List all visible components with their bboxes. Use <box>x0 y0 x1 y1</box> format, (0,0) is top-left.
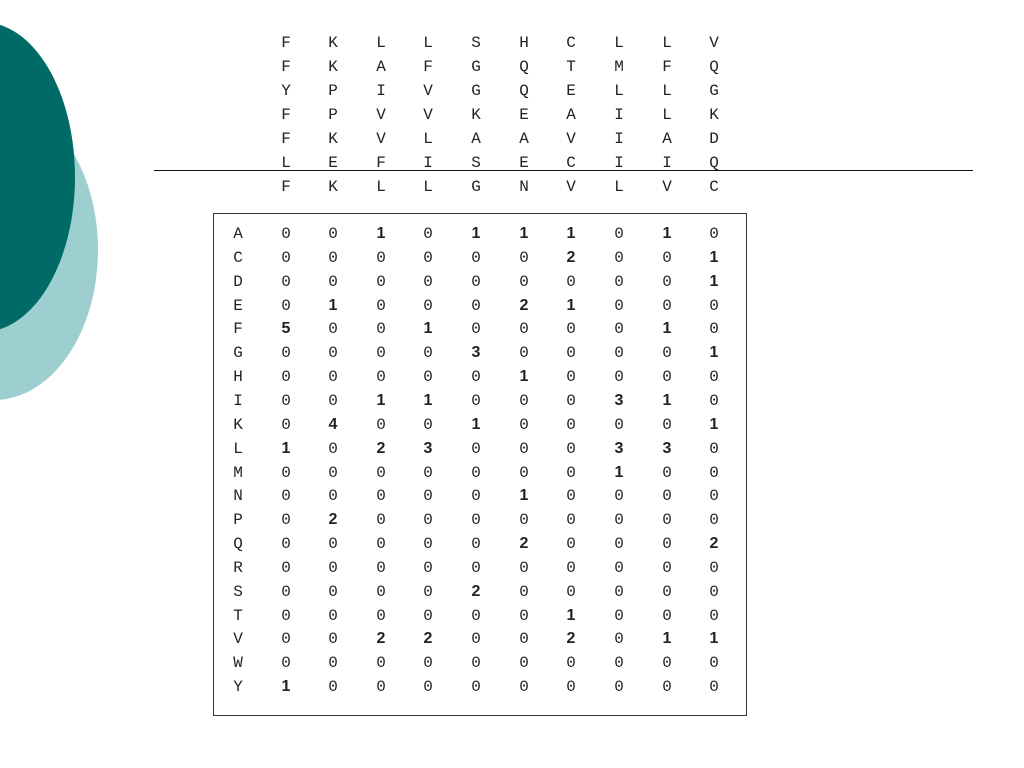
matrix-count-cell: 0 <box>566 511 576 530</box>
matrix-count-cell: 0 <box>519 391 529 410</box>
matrix-count-cell: 0 <box>471 535 481 554</box>
matrix-count-cell: 1 <box>662 320 672 338</box>
matrix-count-cell: 0 <box>376 415 386 434</box>
matrix-row-label: N <box>233 487 243 506</box>
matrix-count-cell: 0 <box>376 320 386 339</box>
matrix-row-label: C <box>233 248 243 267</box>
matrix-count-cell: 0 <box>281 582 291 601</box>
alignment-residue: V <box>423 106 433 124</box>
matrix-row-label: H <box>233 368 243 387</box>
alignment-residue: V <box>709 34 719 52</box>
matrix-count-cell: 0 <box>614 582 624 601</box>
matrix-count-cell: 0 <box>376 678 386 697</box>
matrix-row-label: G <box>233 344 243 363</box>
alignment-residue: F <box>662 58 672 76</box>
alignment-residue: A <box>376 58 386 76</box>
matrix-count-cell: 0 <box>614 225 624 243</box>
consensus-residue: V <box>662 178 672 196</box>
matrix-count-cell: 0 <box>566 463 576 482</box>
matrix-count-cell: 3 <box>423 439 433 457</box>
consensus-residue: F <box>281 178 291 196</box>
matrix-count-cell: 0 <box>376 463 386 482</box>
matrix-count-cell: 0 <box>709 558 719 577</box>
matrix-count-cell: 0 <box>566 558 576 577</box>
matrix-count-cell: 0 <box>376 487 386 506</box>
matrix-count-cell: 0 <box>471 511 481 530</box>
matrix-count-cell: 0 <box>471 248 481 267</box>
matrix-count-cell: 0 <box>423 415 433 434</box>
matrix-count-cell: 0 <box>709 439 719 458</box>
matrix-count-cell: 0 <box>519 654 529 673</box>
matrix-count-cell: 2 <box>471 582 481 600</box>
matrix-count-cell: 0 <box>423 511 433 530</box>
matrix-row-label: M <box>233 463 243 482</box>
alignment-residue: I <box>423 154 433 172</box>
alignment-residue: P <box>328 106 338 124</box>
matrix-count-cell: 3 <box>614 391 624 409</box>
alignment-residue: A <box>662 130 672 148</box>
matrix-count-cell: 0 <box>281 272 291 291</box>
alignment-residue: Q <box>519 82 529 100</box>
matrix-count-cell: 0 <box>662 487 672 506</box>
matrix-count-cell: 0 <box>281 225 291 243</box>
matrix-count-cell: 1 <box>519 368 529 386</box>
matrix-count-cell: 0 <box>328 391 338 410</box>
matrix-count-cell: 0 <box>471 463 481 482</box>
matrix-count-cell: 0 <box>614 678 624 697</box>
matrix-count-cell: 0 <box>519 630 529 649</box>
matrix-count-cell: 0 <box>281 248 291 267</box>
matrix-count-cell: 0 <box>376 272 386 291</box>
matrix-count-cell: 1 <box>376 225 386 242</box>
alignment-residue: E <box>519 154 529 172</box>
matrix-count-cell: 1 <box>423 320 433 338</box>
matrix-count-cell: 0 <box>471 606 481 625</box>
matrix-count-cell: 0 <box>566 535 576 554</box>
matrix-count-cell: 1 <box>328 296 338 314</box>
alignment-residue: F <box>423 58 433 76</box>
matrix-count-cell: 0 <box>328 439 338 458</box>
matrix-count-cell: 0 <box>709 511 719 530</box>
matrix-count-cell: 3 <box>662 439 672 457</box>
matrix-count-cell: 0 <box>281 511 291 530</box>
matrix-count-cell: 0 <box>423 654 433 673</box>
alignment-residue: T <box>566 58 576 76</box>
consensus-residue: K <box>328 178 338 196</box>
matrix-count-cell: 0 <box>281 606 291 625</box>
matrix-count-cell: 0 <box>709 678 719 697</box>
matrix-count-cell: 0 <box>519 248 529 267</box>
matrix-count-cell: 0 <box>423 296 433 315</box>
alignment-residue: V <box>566 130 576 148</box>
matrix-count-cell: 2 <box>376 439 386 457</box>
matrix-count-cell: 0 <box>423 272 433 291</box>
matrix-count-cell: 0 <box>566 582 576 601</box>
matrix-count-cell: 1 <box>471 415 481 433</box>
matrix-row-label: A <box>233 225 243 243</box>
consensus-residue: L <box>614 178 624 196</box>
matrix-count-cell: 0 <box>709 320 719 339</box>
matrix-count-cell: 0 <box>614 487 624 506</box>
matrix-count-cell: 0 <box>423 606 433 625</box>
matrix-count-cell: 0 <box>471 391 481 410</box>
matrix-count-cell: 0 <box>709 463 719 482</box>
matrix-count-cell: 0 <box>471 558 481 577</box>
matrix-count-cell: 0 <box>376 248 386 267</box>
matrix-count-cell: 2 <box>566 630 576 648</box>
matrix-count-cell: 0 <box>614 558 624 577</box>
alignment-residue: V <box>376 130 386 148</box>
matrix-count-cell: 0 <box>566 391 576 410</box>
matrix-count-cell: 1 <box>709 415 719 433</box>
matrix-count-cell: 0 <box>566 678 576 697</box>
matrix-count-cell: 0 <box>281 654 291 673</box>
matrix-count-cell: 1 <box>281 678 291 696</box>
alignment-residue: H <box>519 34 529 52</box>
matrix-count-cell: 0 <box>423 558 433 577</box>
matrix-count-cell: 0 <box>614 606 624 625</box>
matrix-count-cell: 0 <box>281 296 291 315</box>
matrix-count-cell: 0 <box>614 344 624 363</box>
alignment-residue: A <box>471 130 481 148</box>
matrix-count-cell: 0 <box>662 415 672 434</box>
matrix-count-cell: 0 <box>614 272 624 291</box>
alignment-residue: L <box>614 34 624 52</box>
matrix-row-label: Q <box>233 535 243 554</box>
alignment-residue: V <box>423 82 433 100</box>
matrix-count-cell: 1 <box>662 630 672 648</box>
alignment-residue: L <box>662 106 672 124</box>
alignment-residue: Y <box>281 82 291 100</box>
matrix-count-cell: 0 <box>376 558 386 577</box>
matrix-count-cell: 0 <box>471 487 481 506</box>
matrix-count-cell: 1 <box>709 630 719 648</box>
alignment-residue: M <box>614 58 624 76</box>
alignment-residue: L <box>423 130 433 148</box>
matrix-count-cell: 0 <box>709 582 719 601</box>
alignment-residue: F <box>376 154 386 172</box>
alignment-residue: I <box>614 106 624 124</box>
matrix-count-cell: 0 <box>566 368 576 387</box>
matrix-count-cell: 2 <box>376 630 386 648</box>
matrix-count-cell: 0 <box>328 248 338 267</box>
alignment-residue: L <box>614 82 624 100</box>
matrix-count-cell: 0 <box>328 582 338 601</box>
matrix-count-cell: 1 <box>519 487 529 505</box>
matrix-count-cell: 0 <box>519 463 529 482</box>
alignment-residue: L <box>376 34 386 52</box>
alignment-residue: Q <box>519 58 529 76</box>
matrix-count-cell: 1 <box>709 272 719 290</box>
matrix-count-cell: 0 <box>328 463 338 482</box>
alignment-residue: D <box>709 130 719 148</box>
matrix-count-cell: 0 <box>662 248 672 267</box>
matrix-count-cell: 0 <box>328 654 338 673</box>
matrix-count-cell: 0 <box>328 678 338 697</box>
alignment-residue: F <box>281 106 291 124</box>
matrix-count-cell: 0 <box>281 487 291 506</box>
alignment-residue: I <box>614 130 624 148</box>
matrix-count-cell: 2 <box>423 630 433 648</box>
matrix-count-cell: 0 <box>614 511 624 530</box>
alignment-residue: L <box>662 82 672 100</box>
matrix-count-cell: 0 <box>709 296 719 315</box>
matrix-count-cell: 0 <box>709 654 719 673</box>
matrix-count-cell: 5 <box>281 320 291 338</box>
matrix-count-cell: 2 <box>519 535 529 553</box>
alignment-residue: F <box>281 58 291 76</box>
alignment-residue: C <box>566 154 576 172</box>
matrix-count-cell: 0 <box>328 272 338 291</box>
matrix-count-cell: 0 <box>519 415 529 434</box>
alignment-residue: G <box>709 82 719 100</box>
matrix-count-cell: 0 <box>614 535 624 554</box>
matrix-count-cell: 0 <box>376 606 386 625</box>
matrix-count-cell: 0 <box>376 654 386 673</box>
matrix-count-cell: 0 <box>519 272 529 291</box>
alignment-residue: K <box>471 106 481 124</box>
matrix-count-cell: 0 <box>328 225 338 243</box>
matrix-count-cell: 0 <box>471 296 481 315</box>
matrix-count-cell: 0 <box>709 368 719 387</box>
matrix-count-cell: 0 <box>281 391 291 410</box>
alignment-residue: Q <box>709 58 719 76</box>
matrix-count-cell: 0 <box>709 225 719 243</box>
matrix-count-cell: 0 <box>328 344 338 363</box>
matrix-count-cell: 0 <box>281 535 291 554</box>
matrix-count-cell: 0 <box>328 487 338 506</box>
matrix-count-cell: 0 <box>614 368 624 387</box>
consensus-residue: N <box>519 178 529 196</box>
matrix-row-label: S <box>233 582 243 601</box>
matrix-count-cell: 1 <box>662 391 672 409</box>
matrix-count-cell: 0 <box>519 582 529 601</box>
matrix-count-cell: 1 <box>662 225 672 242</box>
alignment-residue: G <box>471 58 481 76</box>
matrix-count-cell: 0 <box>566 439 576 458</box>
alignment-residue: I <box>614 154 624 172</box>
matrix-count-cell: 0 <box>281 463 291 482</box>
matrix-count-cell: 0 <box>281 630 291 649</box>
matrix-count-cell: 0 <box>614 320 624 339</box>
matrix-count-cell: 0 <box>376 344 386 363</box>
matrix-count-cell: 0 <box>376 582 386 601</box>
matrix-row-label: E <box>233 296 243 315</box>
matrix-row-label: L <box>233 439 243 458</box>
matrix-count-cell: 0 <box>376 368 386 387</box>
consensus-residue: C <box>709 178 719 196</box>
matrix-count-cell: 0 <box>662 606 672 625</box>
matrix-count-cell: 0 <box>614 296 624 315</box>
matrix-count-cell: 0 <box>328 558 338 577</box>
matrix-count-cell: 0 <box>662 463 672 482</box>
matrix-count-cell: 0 <box>566 344 576 363</box>
alignment-residue: E <box>328 154 338 172</box>
matrix-count-cell: 0 <box>423 344 433 363</box>
alignment-residue: K <box>328 130 338 148</box>
matrix-count-cell: 0 <box>566 487 576 506</box>
matrix-count-cell: 0 <box>423 678 433 697</box>
matrix-count-cell: 0 <box>662 511 672 530</box>
matrix-count-cell: 0 <box>662 535 672 554</box>
matrix-count-cell: 0 <box>519 511 529 530</box>
matrix-count-cell: 0 <box>423 225 433 243</box>
alignment-residue: K <box>328 34 338 52</box>
matrix-count-cell: 0 <box>662 678 672 697</box>
alignment-residue: S <box>471 154 481 172</box>
matrix-count-cell: 0 <box>423 582 433 601</box>
matrix-count-cell: 0 <box>423 368 433 387</box>
matrix-count-cell: 0 <box>471 678 481 697</box>
alignment-residue: K <box>328 58 338 76</box>
matrix-count-cell: 0 <box>566 320 576 339</box>
matrix-count-cell: 0 <box>662 654 672 673</box>
alignment-residue: Q <box>709 154 719 172</box>
alignment-residue: A <box>566 106 576 124</box>
matrix-count-cell: 1 <box>709 344 719 362</box>
matrix-count-cell: 1 <box>519 225 529 242</box>
matrix-count-cell: 0 <box>519 344 529 363</box>
matrix-count-cell: 3 <box>471 344 481 362</box>
matrix-count-cell: 0 <box>281 415 291 434</box>
matrix-count-cell: 1 <box>566 225 576 242</box>
matrix-row-label: V <box>233 630 243 649</box>
alignment-residue: L <box>281 154 291 172</box>
matrix-count-cell: 0 <box>662 296 672 315</box>
matrix-count-cell: 0 <box>328 320 338 339</box>
matrix-count-cell: 0 <box>662 558 672 577</box>
matrix-count-cell: 0 <box>471 368 481 387</box>
matrix-count-cell: 0 <box>566 272 576 291</box>
matrix-count-cell: 1 <box>566 296 576 314</box>
alignment-residue: I <box>662 154 672 172</box>
matrix-count-cell: 0 <box>519 320 529 339</box>
matrix-count-cell: 0 <box>423 487 433 506</box>
matrix-count-cell: 1 <box>423 391 433 409</box>
matrix-count-cell: 4 <box>328 415 338 433</box>
matrix-count-cell: 0 <box>281 558 291 577</box>
matrix-count-cell: 0 <box>328 368 338 387</box>
matrix-count-cell: 0 <box>566 415 576 434</box>
matrix-row-label: D <box>233 272 243 291</box>
matrix-row-label: I <box>233 391 243 410</box>
matrix-count-cell: 0 <box>662 368 672 387</box>
alignment-residue: F <box>281 130 291 148</box>
matrix-count-cell: 0 <box>566 654 576 673</box>
matrix-count-cell: 0 <box>281 344 291 363</box>
matrix-count-cell: 0 <box>519 606 529 625</box>
matrix-count-cell: 0 <box>328 606 338 625</box>
alignment-residue: K <box>709 106 719 124</box>
alignment-residue: C <box>566 34 576 52</box>
matrix-count-cell: 2 <box>519 296 529 314</box>
matrix-count-cell: 1 <box>281 439 291 457</box>
matrix-count-cell: 0 <box>614 654 624 673</box>
matrix-count-cell: 0 <box>614 248 624 267</box>
matrix-count-cell: 0 <box>519 439 529 458</box>
matrix-count-cell: 0 <box>614 630 624 649</box>
matrix-count-cell: 0 <box>471 272 481 291</box>
matrix-count-cell: 0 <box>376 511 386 530</box>
matrix-count-cell: 2 <box>328 511 338 529</box>
matrix-count-cell: 0 <box>662 272 672 291</box>
alignment-residue: S <box>471 34 481 52</box>
matrix-count-cell: 1 <box>709 248 719 266</box>
alignment-residue: L <box>423 34 433 52</box>
matrix-count-cell: 0 <box>709 487 719 506</box>
matrix-count-cell: 1 <box>614 463 624 481</box>
alignment-residue: G <box>471 82 481 100</box>
matrix-count-cell: 0 <box>709 606 719 625</box>
matrix-count-cell: 1 <box>566 606 576 624</box>
matrix-count-cell: 2 <box>566 248 576 266</box>
matrix-count-cell: 0 <box>614 415 624 434</box>
alignment-residue: I <box>376 82 386 100</box>
matrix-count-cell: 0 <box>471 320 481 339</box>
matrix-row-label: W <box>233 654 243 673</box>
matrix-count-cell: 0 <box>662 582 672 601</box>
alignment-residue: E <box>566 82 576 100</box>
matrix-count-cell: 0 <box>519 558 529 577</box>
matrix-row-label: F <box>233 320 243 339</box>
matrix-row-label: R <box>233 558 243 577</box>
consensus-residue: L <box>423 178 433 196</box>
matrix-count-cell: 0 <box>709 391 719 410</box>
matrix-row-label: Y <box>233 678 243 697</box>
matrix-row-label: T <box>233 606 243 625</box>
matrix-count-cell: 1 <box>471 225 481 242</box>
alignment-residue: V <box>376 106 386 124</box>
consensus-residue: V <box>566 178 576 196</box>
matrix-count-cell: 0 <box>376 296 386 315</box>
matrix-count-cell: 0 <box>376 535 386 554</box>
consensus-residue: G <box>471 178 481 196</box>
matrix-count-cell: 0 <box>328 630 338 649</box>
matrix-count-cell: 1 <box>376 391 386 409</box>
matrix-count-cell: 0 <box>471 630 481 649</box>
matrix-count-cell: 0 <box>328 535 338 554</box>
matrix-row-label: P <box>233 511 243 530</box>
matrix-count-cell: 0 <box>423 535 433 554</box>
matrix-count-cell: 2 <box>709 535 719 553</box>
alignment-residue: A <box>519 130 529 148</box>
matrix-count-cell: 3 <box>614 439 624 457</box>
matrix-count-cell: 0 <box>471 654 481 673</box>
alignment-divider <box>154 170 973 171</box>
matrix-count-cell: 0 <box>423 248 433 267</box>
consensus-residue: L <box>376 178 386 196</box>
alignment-residue: F <box>281 34 291 52</box>
matrix-count-cell: 0 <box>519 678 529 697</box>
matrix-count-cell: 0 <box>281 368 291 387</box>
alignment-residue: P <box>328 82 338 100</box>
alignment-residue: E <box>519 106 529 124</box>
matrix-row-label: K <box>233 415 243 434</box>
matrix-count-cell: 0 <box>471 439 481 458</box>
matrix-count-cell: 0 <box>423 463 433 482</box>
alignment-residue: L <box>662 34 672 52</box>
matrix-count-cell: 0 <box>662 344 672 363</box>
